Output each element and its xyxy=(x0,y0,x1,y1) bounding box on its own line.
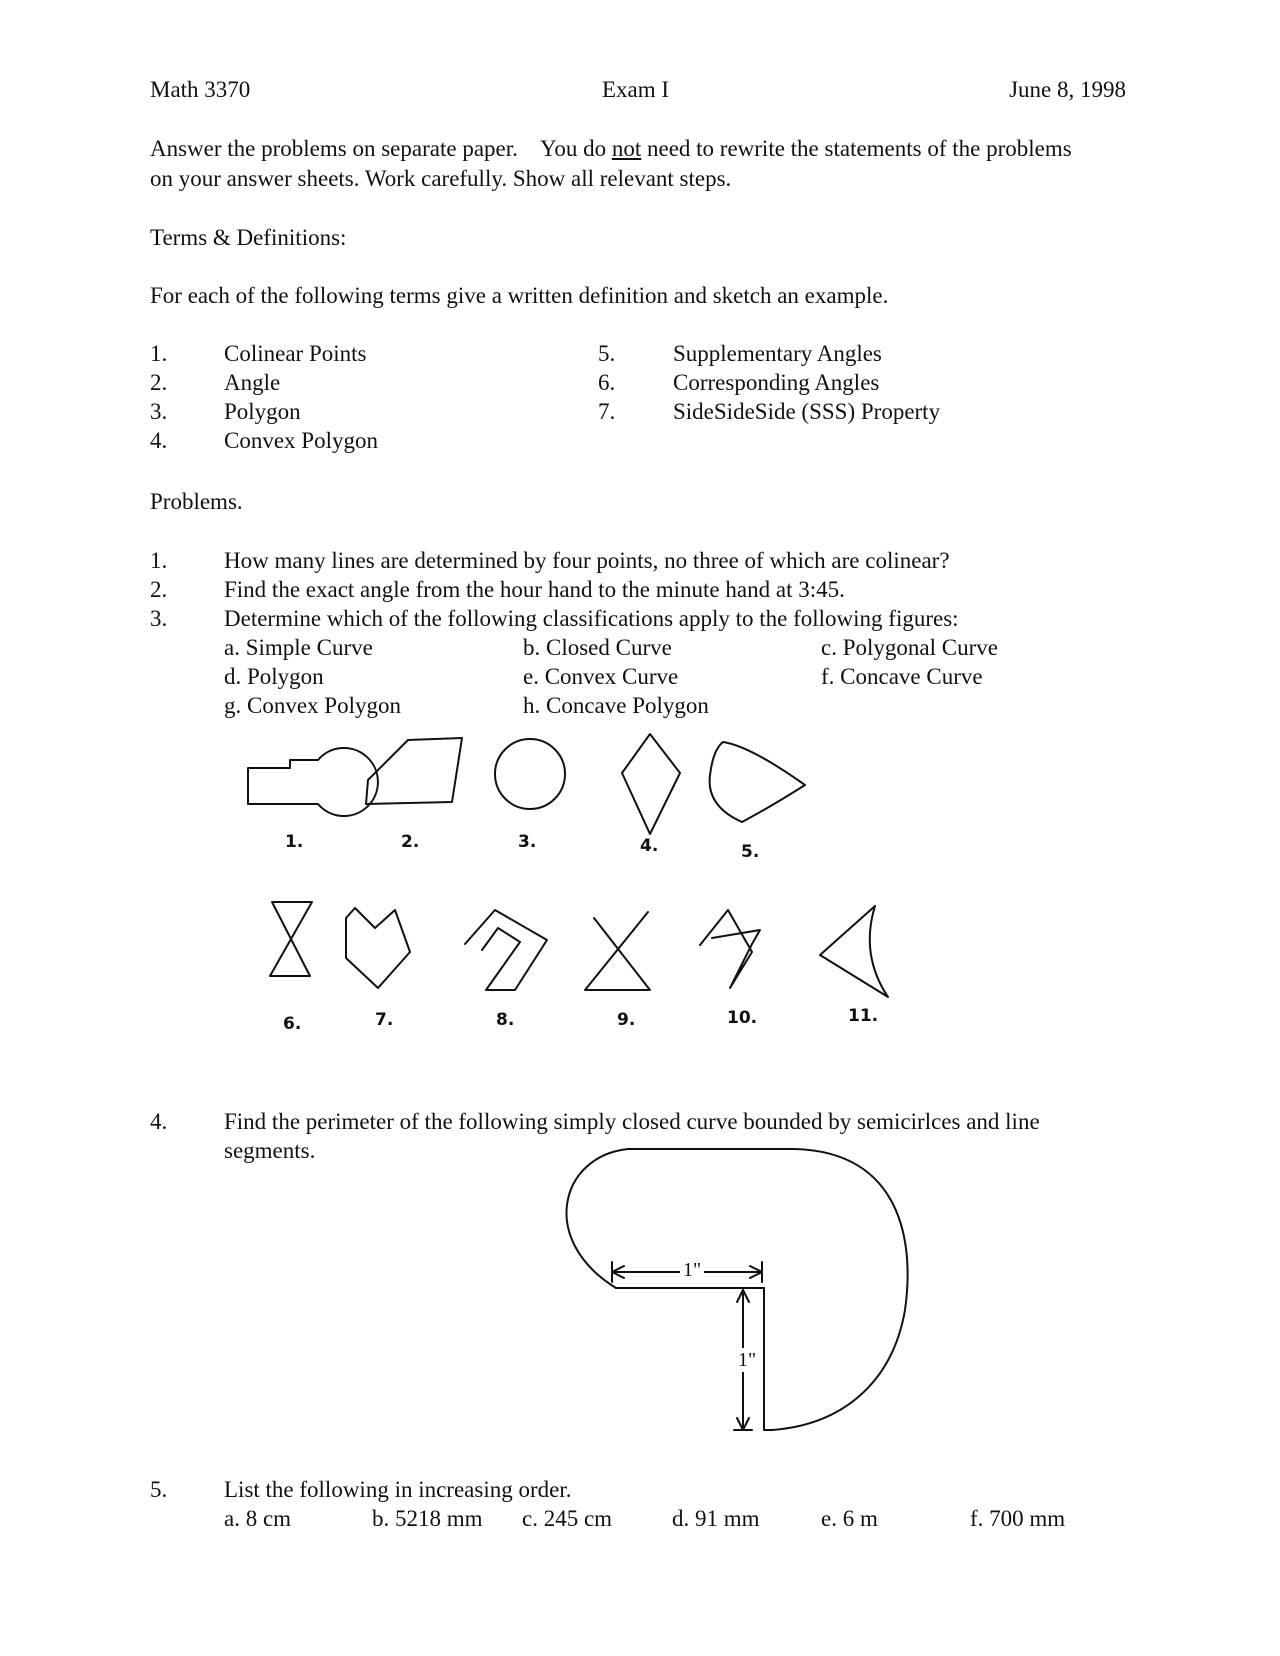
problem-2-number: 2. xyxy=(150,577,168,602)
problem-4-number: 4. xyxy=(150,1109,168,1134)
figure-label: 5. xyxy=(741,842,760,862)
measurement-option: b. 5218 mm xyxy=(372,1506,483,1531)
figure-label: 9. xyxy=(617,1010,636,1030)
classification-option: a. Simple Curve xyxy=(224,635,373,660)
term-text: Supplementary Angles xyxy=(673,341,882,366)
classification-option: g. Convex Polygon xyxy=(224,693,401,718)
measurement-option: c. 245 cm xyxy=(522,1506,613,1531)
figure-label: 4. xyxy=(640,836,659,856)
exam-title: Exam I xyxy=(602,77,670,102)
term-number: 7. xyxy=(598,399,616,424)
figure-label: 7. xyxy=(375,1010,394,1030)
measurement-option: e. 6 m xyxy=(821,1506,878,1531)
term-text: Colinear Points xyxy=(224,341,367,366)
classification-option: f. Concave Curve xyxy=(821,664,983,689)
problem-5-text: List the following in increasing order. xyxy=(224,1477,572,1502)
problems-heading: Problems. xyxy=(150,489,243,514)
figure-label: 6. xyxy=(283,1014,302,1034)
terms-heading: Terms & Definitions: xyxy=(150,225,347,250)
exam-date: June 8, 1998 xyxy=(1009,77,1126,102)
dimension-label-vertical: 1" xyxy=(738,1349,757,1371)
problem-5-number: 5. xyxy=(150,1477,168,1502)
figure-label: 1. xyxy=(285,832,304,852)
instructions-emphasis: not xyxy=(611,136,642,161)
term-text: Convex Polygon xyxy=(224,428,378,453)
term-text: Polygon xyxy=(224,399,301,424)
term-number: 5. xyxy=(598,341,616,366)
classification-option: d. Polygon xyxy=(224,664,324,689)
classification-option: h. Concave Polygon xyxy=(523,693,709,718)
figure-label: 11. xyxy=(848,1006,879,1026)
figure-label: 8. xyxy=(496,1010,515,1030)
course-title: Math 3370 xyxy=(150,77,251,102)
problem-2-text: Find the exact angle from the hour hand to the minute hand at 3:45. xyxy=(224,577,845,602)
term-number: 4. xyxy=(150,428,168,453)
problem-4-text-line1: Find the perimeter of the following simply closed curve bounded by semicirlces and line xyxy=(224,1109,1040,1134)
figure-label: 10. xyxy=(727,1008,758,1028)
problem-4-text-line2: segments. xyxy=(224,1138,316,1163)
term-number: 2. xyxy=(150,370,168,395)
classification-option: e. Convex Curve xyxy=(523,664,679,689)
dimension-label-horizontal: 1" xyxy=(680,1258,704,1282)
figure-label: 3. xyxy=(518,832,537,852)
measurement-option: f. 700 mm xyxy=(970,1506,1066,1531)
term-number: 1. xyxy=(150,341,168,366)
instructions-part1: Answer the problems on separate paper. You do xyxy=(150,136,612,161)
measurement-option: a. 8 cm xyxy=(224,1506,292,1531)
problem-1-number: 1. xyxy=(150,548,168,573)
classification-option: b. Closed Curve xyxy=(523,635,672,660)
term-text: Corresponding Angles xyxy=(673,370,880,395)
measurement-option: d. 91 mm xyxy=(672,1506,760,1531)
terms-prompt: For each of the following terms give a written definition and sketch an example. xyxy=(150,283,889,308)
closed-curve-shape xyxy=(567,1149,908,1430)
term-number: 3. xyxy=(150,399,168,424)
problem-3-text: Determine which of the following classifications apply to the following figures: xyxy=(224,606,959,631)
problem-3-number: 3. xyxy=(150,606,168,631)
figure-label: 2. xyxy=(401,832,420,852)
instructions-part2: need to rewrite the statements of the problems on your answer sheets. Work carefully. Show all relevant steps. xyxy=(150,136,1072,191)
term-text: Angle xyxy=(224,370,281,395)
problem-1-text: How many lines are determined by four points, no three of which are colinear? xyxy=(224,548,950,573)
term-number: 6. xyxy=(598,370,616,395)
classification-option: c. Polygonal Curve xyxy=(821,635,998,660)
term-text: SideSideSide (SSS) Property xyxy=(673,399,941,424)
